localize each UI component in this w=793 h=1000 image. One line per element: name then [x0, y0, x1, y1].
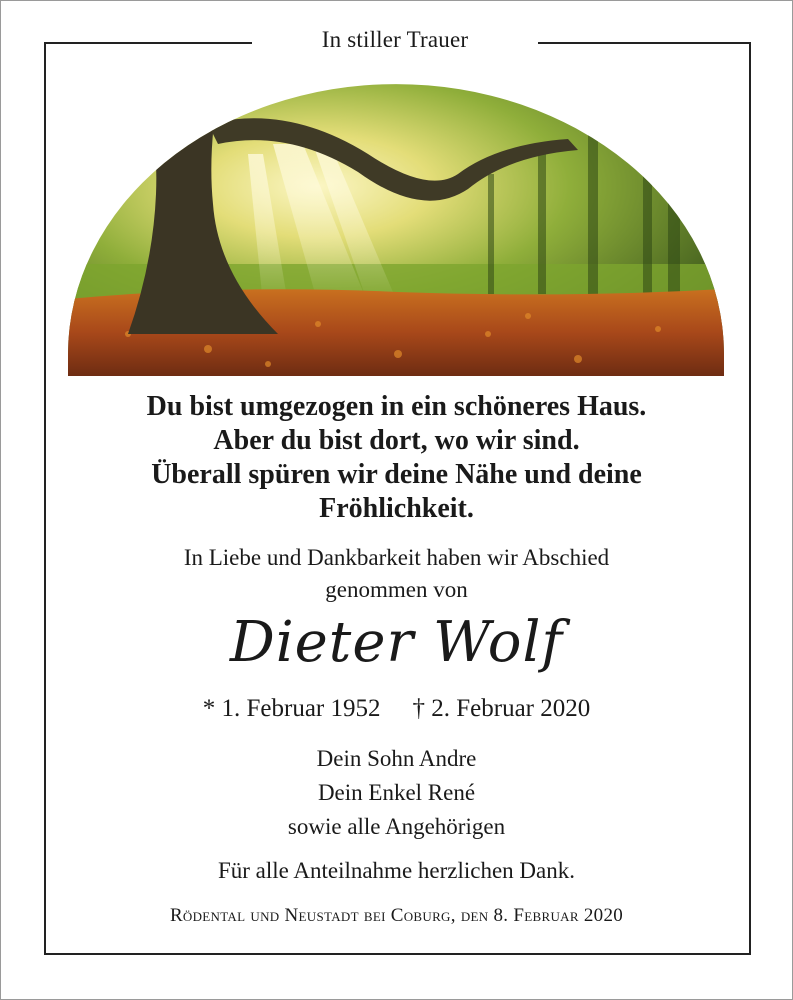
intro-line: In Liebe und Dankbarkeit haben wir Abschied	[183, 545, 610, 570]
farewell-intro	[60, 542, 733, 606]
frame-top-left-rule	[44, 42, 252, 44]
deceased-name: Dieter Wolf	[229, 610, 564, 675]
mourner-line: Dein Sohn Andre	[316, 746, 477, 771]
mourners-list	[60, 742, 733, 844]
autumn-tree-image	[68, 84, 724, 376]
thanks-line: Für alle Anteilnahme herzlichen Dank.	[217, 858, 576, 883]
memorial-verse	[60, 390, 733, 526]
death-date: † 2. Februar 2020	[412, 695, 591, 722]
birth-date: * 1. Februar 1952	[202, 695, 381, 722]
frame-top-right-rule	[538, 42, 749, 44]
verse-line: Fröhlichkeit.	[319, 493, 474, 524]
verse-line: Aber du bist dort, wo wir sind.	[213, 425, 580, 456]
verse-line: Du bist umgezogen in ein schöneres Haus.	[146, 391, 647, 422]
notice-header: In stiller Trauer	[321, 27, 469, 52]
mourner-line: sowie alle Angehörigen	[287, 814, 506, 839]
verse-line: Überall spüren wir deine Nähe und deine	[151, 459, 642, 490]
intro-line: genommen von	[325, 577, 468, 602]
mourner-line: Dein Enkel René	[317, 780, 476, 805]
life-dates	[60, 695, 733, 723]
place-and-date: Rödental und Neustadt bei Coburg, den 8. Februar 2020	[169, 905, 624, 926]
